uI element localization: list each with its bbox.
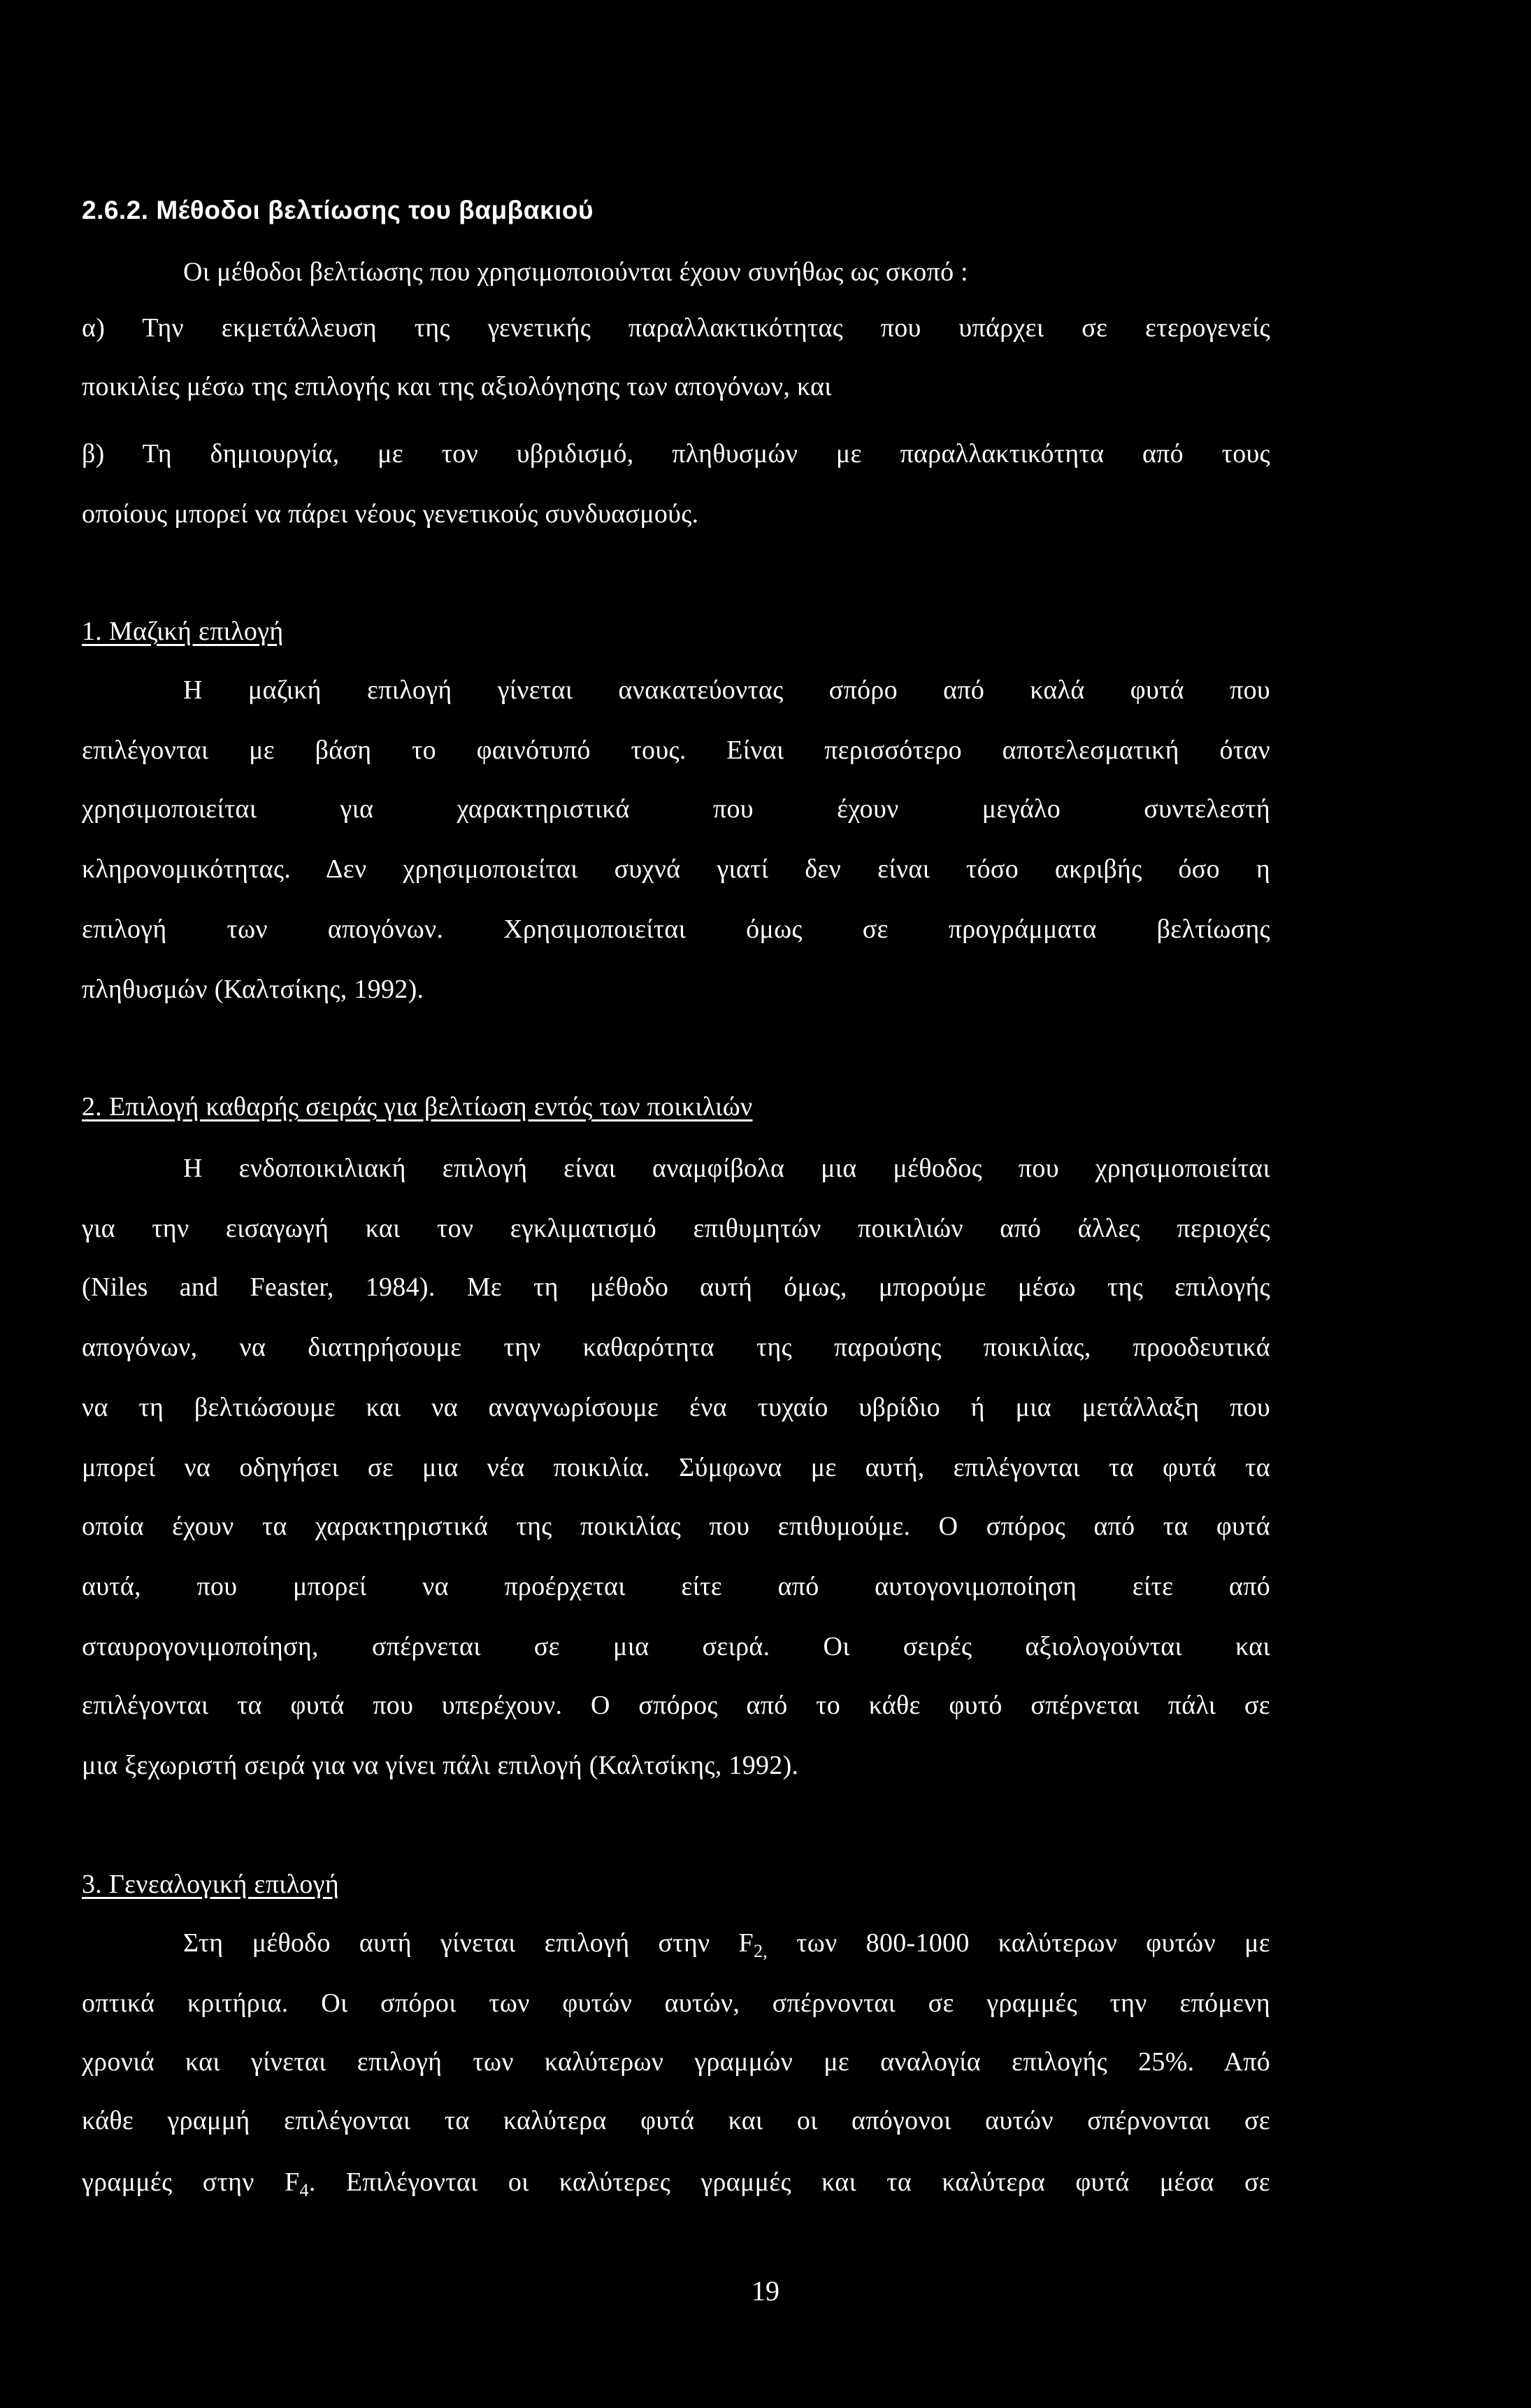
page-number: 19 — [752, 2275, 779, 2307]
subsection-title: 2. Επιλογή καθαρής σειράς για βελτίωση εντός των ποικιλιών — [82, 1092, 753, 1121]
subsection-title: 3. Γενεαλογική επιλογή — [82, 1870, 339, 1899]
intro-line: α) Την εκμετάλλευση της γενετικής παραλλακτικότητας που υπάρχει σε ετερογενείς — [82, 313, 1270, 343]
paragraph-line: οπτικά κριτήρια. Οι σπόροι των φυτών αυτών, σπέρνονται σε γραμμές την επόμενη — [82, 1988, 1270, 2018]
intro-line: ποικιλίες μέσω της επιλογής και της αξιολόγησης των απογόνων, και — [82, 372, 832, 401]
paragraph-line: Η ενδοποικιλιακή επιλογή είναι αναμφίβολα μια μέθοδος που χρησιμοποιείται — [183, 1154, 1270, 1183]
paragraph-line: επιλέγονται τα φυτά που υπερέχουν. Ο σπόρος από το κάθε φυτό σπέρνεται πάλι σε — [82, 1691, 1270, 1720]
paragraph-line: χρησιμοποιείται για χαρακτηριστικά που έχουν μεγάλο συντελεστή — [82, 794, 1270, 824]
intro-line: β) Τη δημιουργία, με τον υβριδισμό, πληθυσμών με παραλλακτικότητα από τους — [82, 439, 1270, 468]
paragraph-line: για την εισαγωγή και τον εγκλιματισμό επιθυμητών ποικιλιών από άλλες περιοχές — [82, 1214, 1270, 1243]
paragraph-line: επιλέγονται με βάση το φαινότυπό τους. Είναι περισσότερο αποτελεσματική όταν — [82, 736, 1270, 765]
paragraph-line: Η μαζική επιλογή γίνεται ανακατεύοντας σπόρο από καλά φυτά που — [183, 675, 1270, 705]
subsection-title: 1. Μαζική επιλογή — [82, 617, 284, 646]
paragraph-line: κάθε γραμμή επιλέγονται τα καλύτερα φυτά και οι απόγονοι αυτών σπέρνονται σε — [82, 2106, 1270, 2135]
paragraph-line: οποία έχουν τα χαρακτηριστικά της ποικιλίας που επιθυμούμε. Ο σπόρος από τα φυτά — [82, 1512, 1270, 1541]
paragraph-line: γραμμές στην $F_4$. Επιλέγονται οι καλύτερες γραμμές και τα καλύτερα φυτά μέσα σε — [82, 2167, 1270, 2200]
paragraph-line: να τη βελτιώσουμε και να αναγνωρίσουμε ένα τυχαίο υβρίδιο ή μια μετάλλαξη που — [82, 1393, 1270, 1422]
paragraph-line: χρονιά και γίνεται επιλογή των καλύτερων γραμμών με αναλογία επιλογής 25%. Από — [82, 2047, 1270, 2077]
intro-line: Οι μέθοδοι βελτίωσης που χρησιμοποιούνται έχουν συνήθως ως σκοπό : — [183, 257, 969, 287]
paragraph-line: μια ξεχωριστή σειρά για να γίνει πάλι επιλογή (Καλτσίκης, 1992). — [82, 1751, 799, 1780]
intro-line: οποίους μπορεί να πάρει νέους γενετικούς συνδυασμούς. — [82, 499, 699, 529]
section-heading: 2.6.2. Μέθοδοι βελτίωσης του βαμβακιού — [82, 196, 594, 224]
paragraph-line: σταυρογονιμοποίηση, σπέρνεται σε μια σειρά. Οι σειρές αξιολογούνται και — [82, 1632, 1270, 1661]
paragraph-line: (Niles and Feaster, 1984). Με τη μέθοδο αυτή όμως, μπορούμε μέσω της επιλογής — [82, 1273, 1270, 1302]
paragraph-line: απογόνων, να διατηρήσουμε την καθαρότητα της παρούσης ποικιλίας, προοδευτικά — [82, 1333, 1270, 1362]
paragraph-line: Στη μέθοδο αυτή γίνεται επιλογή στην $F_{2,}$ των 800-1000 καλύτερων φυτών με — [183, 1928, 1270, 1961]
paragraph-line: πληθυσμών (Καλτσίκης, 1992). — [82, 975, 424, 1004]
paragraph-line: κληρονομικότητας. Δεν χρησιμοποιείται συχνά γιατί δεν είναι τόσο ακριβής όσο η — [82, 854, 1270, 884]
paragraph-line: μπορεί να οδηγήσει σε μια νέα ποικιλία. Σύμφωνα με αυτή, επιλέγονται τα φυτά τα — [82, 1453, 1270, 1482]
paragraph-line: επιλογή των απογόνων. Χρησιμοποιείται όμως σε προγράμματα βελτίωσης — [82, 915, 1270, 944]
paragraph-line: αυτά, που μπορεί να προέρχεται είτε από αυτογονιμοποίηση είτε από — [82, 1572, 1270, 1601]
